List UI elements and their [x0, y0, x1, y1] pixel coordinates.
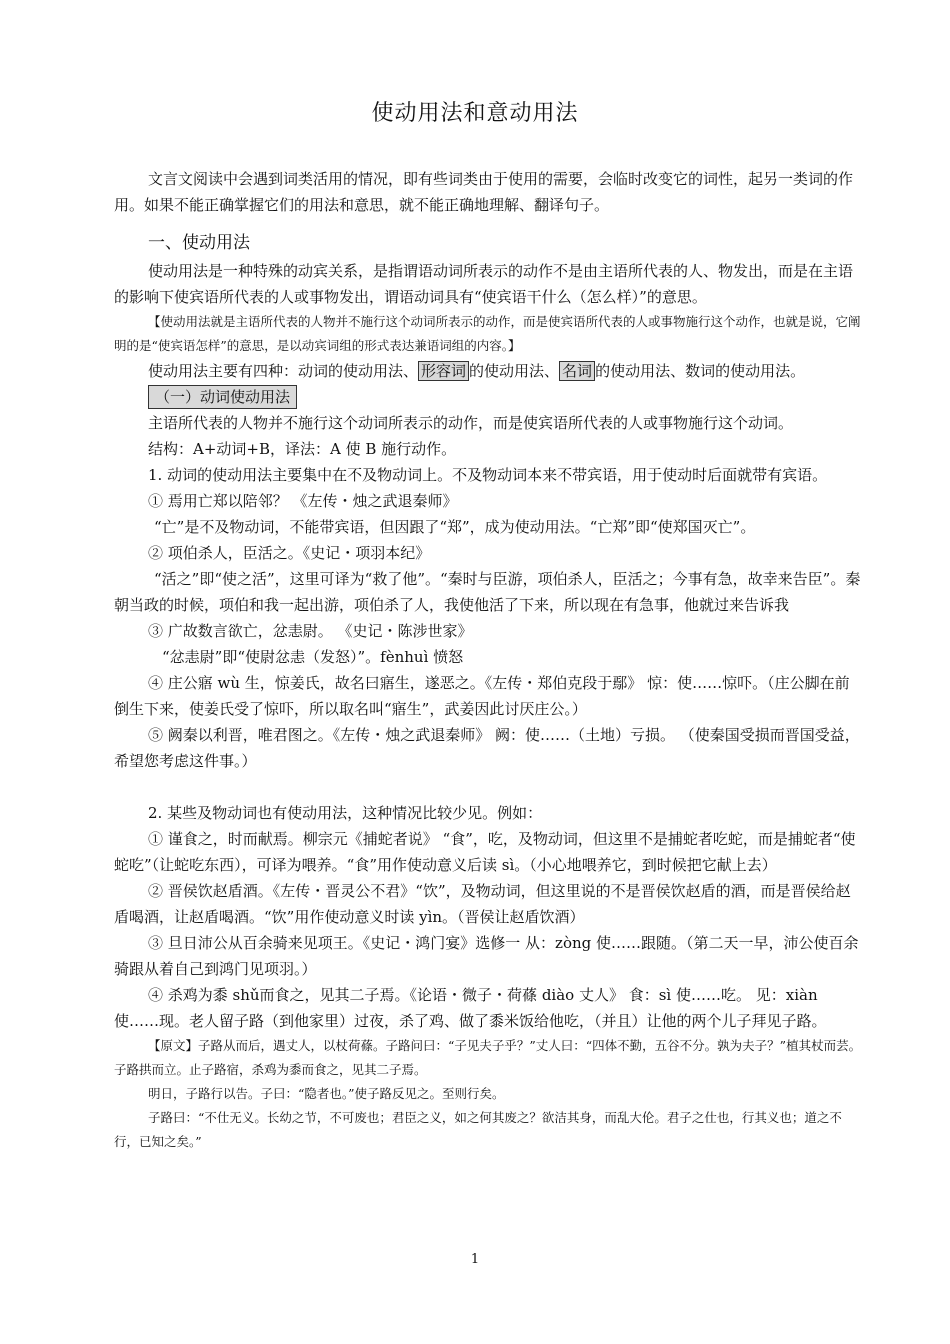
page-title: 使动用法和意动用法 — [371, 101, 579, 126]
example-1: ① 焉用亡郑以陪邻？ 《左传・烛之武退秦师》 — [148, 492, 458, 510]
kinds-pre: 使动用法主要有四种：动词的使动用法、 — [148, 362, 419, 380]
highlight-adjective: 形容词 — [418, 361, 469, 381]
example-3: ③ 广故数言欲亡，忿恚尉。 《史记・陈涉世家》 — [148, 622, 473, 640]
sub-definition: 主语所代表的人物并不施行这个动词所表示的动作，而是使宾语所代表的人或事物施行这个动词。 — [148, 414, 794, 432]
kinds-mid: 的使动用法、 — [469, 362, 560, 380]
example-2-note: “活之”即“使之活”，这里可译为“救了他”。“秦时与臣游，项伯杀人，臣活之；今事有急，故幸来告臣”。秦朝当政的时候，项伯和我一起出游，项伯杀了人，我使他活了下来，所以现在有急事，他就过来告诉我 — [114, 570, 861, 614]
subsection-heading-verb: （一）动词使动用法 — [148, 385, 297, 409]
kinds-paragraph — [114, 358, 862, 384]
subheading-row — [114, 384, 862, 410]
intro-paragraph: 文言文阅读中会遇到词类活用的情况，即有些词类由于使用的需要，会临时改变它的词性，起另一类词的作用。如果不能正确掌握它们的用法和意思，就不能正确地理解、翻译句子。 — [114, 170, 854, 214]
original-text-2: 明日，子路行以告。子曰：“隐者也。”使子路反见之。至则行矣。 — [148, 1086, 505, 1101]
note-text: 【使动用法就是主语所代表的人物并不施行这个动词所表示的动作，而是使宾语所代表的人或事物施行这个动作，也就是说，它阐明的是“使宾语怎样”的意思，是以动宾词组的形式表达兼语词组的内容。】 — [114, 314, 861, 353]
section-heading-causative: 一、使动用法 — [148, 233, 250, 253]
example-5: ⑤ 阙秦以利晋，唯君图之。《左传・烛之武退秦师》 阙：使……（土地）亏损。 （使秦国受损而晋国受益，希望您考虑这件事。） — [114, 726, 860, 770]
page-number: 1 — [470, 1252, 480, 1267]
example-7: ② 晋侯饮赵盾酒。《左传・晋灵公不君》“饮”，及物动词，但这里说的不是晋侯饮赵盾的酒，而是晋侯给赵盾喝酒，让赵盾喝酒。“饮”用作使动意义时读 yìn。（晋侯让赵盾饮酒） — [114, 882, 851, 926]
original-text-3: 子路曰：“不仕无义。长幼之节，不可废也；君臣之义，如之何其废之？欲洁其身，而乱大伦。君子之仕也，行其义也；道之不行，已知之矣。” — [114, 1110, 842, 1149]
document-body — [114, 166, 862, 1154]
structure-line: 结构：A+动词+B，译法：A 使 B 施行动作。 — [148, 440, 457, 458]
example-3-note: “忿恚尉”即“使尉忿恚（发怒）”。fènhuì 愤怒 — [162, 648, 464, 666]
original-text-1: 【原文】子路从而后，遇丈人，以杖荷蓧。子路问曰：“子见夫子乎？”丈人曰：“四体不勤，五谷不分。孰为夫子？”植其杖而芸。子路拱而立。止子路宿，杀鸡为黍而食之，见其二子焉。 — [114, 1038, 862, 1077]
example-8: ③ 旦日沛公从百余骑来见项王。《史记・鸿门宴》选修一 从：zòng 使……跟随。（第二天一早，沛公使百余骑跟从着自己到鸿门见项羽。） — [114, 934, 859, 978]
kinds-post: 的使动用法、数词的使动用法。 — [595, 362, 806, 380]
note-paragraph — [114, 310, 862, 358]
point-2: 2. 某些及物动词也有使动用法，这种情况比较少见。例如： — [148, 804, 543, 822]
highlight-noun: 名词 — [559, 361, 595, 381]
definition-paragraph: 使动用法是一种特殊的动宾关系，是指谓语动词所表示的动作不是由主语所代表的人、物发出，而是在主语的影响下使宾语所代表的人或事物发出，谓语动词具有“使宾语干什么（怎么样）”的意思。 — [114, 262, 854, 306]
example-9: ④ 杀鸡为黍 shǔ而食之，见其二子焉。《论语・微子・荷蓧 diào 丈人》 食：sì 使……吃。 见：xiàn 使……现。老人留子路（到他家里）过夜，杀了鸡、做了黍米饭给他吃，（并且）让他的两个儿子拜见子路。 — [114, 986, 827, 1030]
example-2: ② 项伯杀人，臣活之。《史记・项羽本纪》 — [148, 544, 431, 562]
example-4: ④ 庄公寤 wù 生，惊姜氏，故名曰寤生，遂恶之。《左传・郑伯克段于鄢》 惊：使……惊吓。（庄公脚在前倒生下来，使姜氏受了惊吓，所以取名叫“寤生”，武姜因此讨厌庄公。） — [114, 674, 850, 718]
example-1-note: “亡”是不及物动词，不能带宾语，但因跟了“郑”，成为使动用法。“亡郑”即“使郑国灭亡”。 — [154, 518, 756, 536]
spacer — [114, 774, 862, 800]
point-1: 1. 动词的使动用法主要集中在不及物动词上。不及物动词本来不带宾语，用于使动时后面就带有宾语。 — [148, 466, 828, 484]
example-6: ① 谨食之，时而献焉。柳宗元《捕蛇者说》 “食”，吃，及物动词，但这里不是捕蛇者吃蛇，而是捕蛇者“使蛇吃”（让蛇吃东西），可译为喂养。“食”用作使动意义后读 sì。（小心地喂养它，到时候把它献上去） — [114, 830, 856, 874]
